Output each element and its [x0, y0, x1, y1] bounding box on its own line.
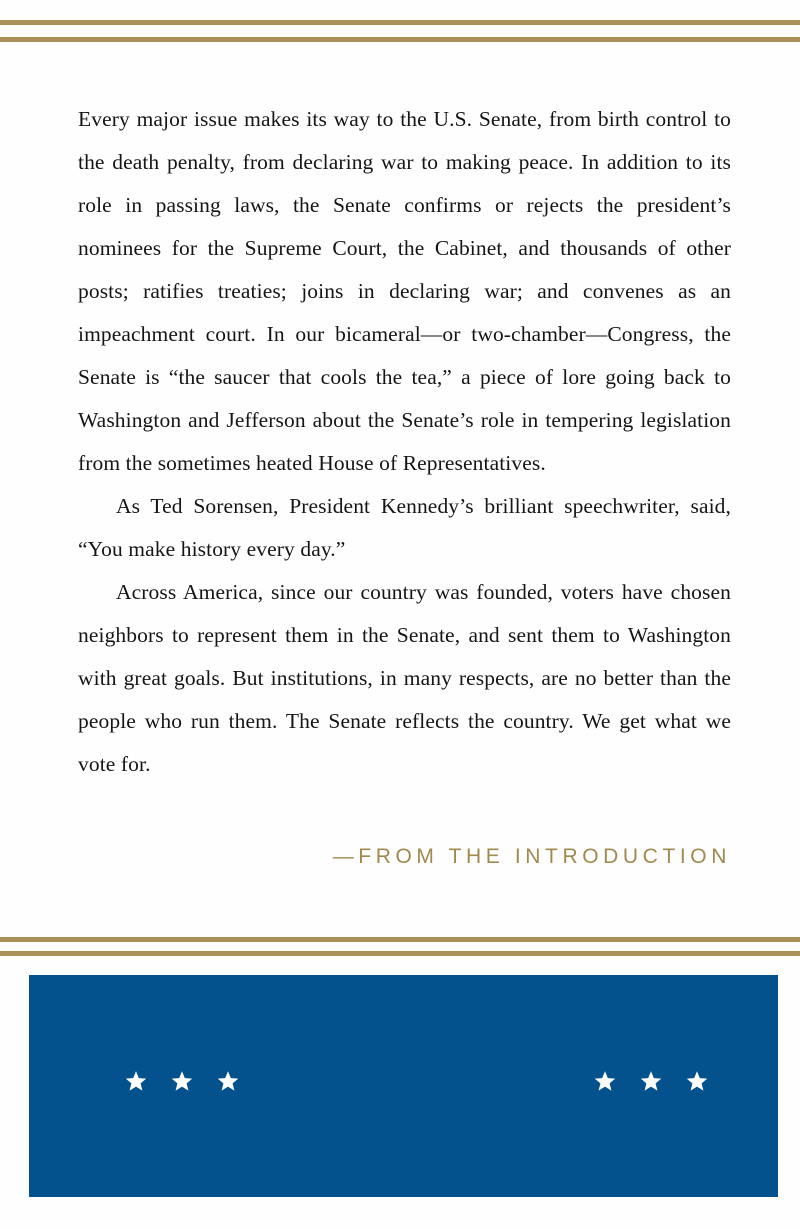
bottom-gold-rule-lower — [0, 951, 800, 956]
top-gold-rule-lower — [0, 37, 800, 42]
star-icon — [217, 1070, 239, 1092]
star-group-right — [594, 1070, 708, 1092]
star-icon — [686, 1070, 708, 1092]
star-group-left — [125, 1070, 239, 1092]
star-icon — [171, 1070, 193, 1092]
star-icon — [125, 1070, 147, 1092]
excerpt-paragraph-3: Across America, since our country was founded, voters have chosen neighbors to represent them in the Senate, and sent them to Washington with great goals. But institutions, in many respects, are no better than the people who run them. The Senate reflects the country. We get what we vote for. — [78, 580, 731, 776]
excerpt-paragraph-1: Every major issue makes its way to the U.S. Senate, from birth control to the death penalty, from declaring war to making peace. In addition to its role in passing laws, the Senate confirms or rejects the president’s nominees for the Supreme Court, the Cabinet, and thousands of other posts; ratifies treaties; joins in declaring war; and convenes as an impeachment court. In our bicameral—or two-chamber—Congress, the Senate is “the saucer that cools the tea,” a piece of lore going back to Washington and Jefferson about the Senate’s role in tempering legislation from the sometimes heated House of Representatives. — [78, 107, 731, 475]
bottom-gold-rule-upper — [0, 937, 800, 942]
excerpt-body — [78, 98, 731, 786]
star-icon — [594, 1070, 616, 1092]
attribution-text: —FROM THE INTRODUCTION — [332, 845, 731, 868]
top-gold-rule-upper — [0, 20, 800, 25]
star-icon — [640, 1070, 662, 1092]
excerpt-paragraph-2: As Ted Sorensen, President Kennedy’s brilliant speechwriter, said, “You make history every day.” — [78, 494, 731, 561]
attribution-row — [78, 845, 731, 869]
